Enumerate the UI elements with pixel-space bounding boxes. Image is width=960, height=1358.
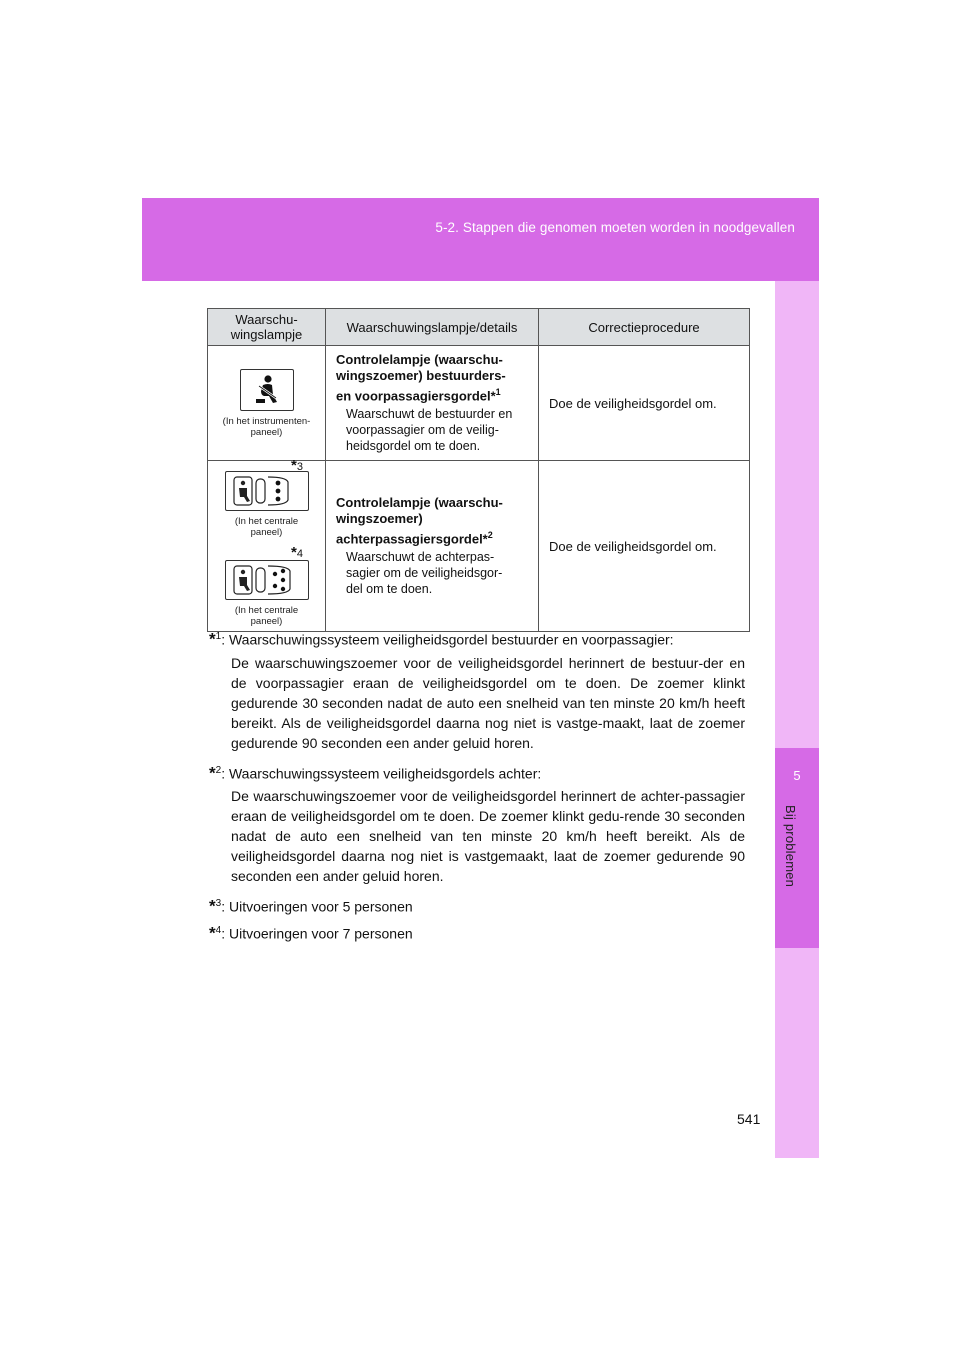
footnote-marker: *3 [291,457,303,475]
lamp-caption: (In het instrumenten- paneel) [222,415,311,438]
lamp-cell [208,346,326,461]
footnote-3-title: *$^3$: Uitvoeringen voor 5 personen [209,896,413,916]
footnote-1-body: De waarschuwingszoemer voor de veiligheidsgordel herinnert de bestuur-der en de voorpassagier eraan de veiligheidsgordel om te doen. De zoemer klinkt gedurende 30 seconden nadat de auto een snelheid van ten minste 20 km/h heeft bereikt. Als de veiligheidsgordel daarna nog niet is vastge-maakt, laat de zoemer gedurende 90 seconden een ander geluid horen. [231,654,745,751]
seatbelt-warning-icon [240,369,294,411]
table-row [208,461,750,632]
column-header-details: Waarschuwingslampje/details [326,309,539,346]
rear-seatbelt-5-seats-icon [225,560,309,600]
footnote-2-title: *$^2$: Waarschuwingssysteem veiligheidsgordels achter: [209,763,542,783]
warning-lamp-table [207,308,750,632]
footnote-4-title: *$^4$: Uitvoeringen voor 7 personen [209,923,413,943]
chapter-number: 5 [793,768,801,783]
lamp-description: Waarschuwt de bestuurder en voorpassagier om de veilig- heidsgordel om te doen. [346,407,513,454]
procedure-cell: Doe de veiligheidsgordel om. [539,461,750,632]
chapter-tab[interactable] [775,748,819,948]
header-band [142,198,819,281]
lamp-name: Controlelampje (waarschu- wingszoemer) achterpassagiersgordel*$^2$ [336,495,503,547]
table-header-row [208,309,750,346]
details-cell [326,461,539,632]
lamp-cell [208,457,326,632]
details-cell [326,346,539,461]
column-header-lamp: Waarschu- wingslampje [208,309,326,346]
rear-seatbelt-3-seats-icon [225,471,309,511]
section-title: 5-2. Stappen die genomen moeten worden in noodgevallen [435,220,795,235]
lamp-caption: (In het centrale paneel) [234,516,299,539]
footnote-2-body: De waarschuwingszoemer voor de veiligheidsgordel herinnert de achter-passagier eraan de veiligheidsgordel om te doen. De zoemer klinkt gedu-rende 30 seconden nadat de auto een snelheid van ten minste 20 km/h heeft bereikt. Als de veiligheidsgordel daarna nog niet is vastgemaakt, laat de zoemer gedurende 90 seconden een ander geluid horen. [231,788,745,885]
lamp-caption: (In het centrale paneel) [234,605,299,628]
side-tab-strip [775,281,819,1158]
lamp-description: Waarschuwt de achterpas- sagier om de veiligheidsgor- del om te doen. [346,550,503,597]
table-row [208,346,750,461]
footnote-marker: *4 [291,544,303,562]
column-header-procedure: Correctieprocedure [539,309,750,346]
chapter-label: Bij problemen [783,805,798,888]
procedure-cell: Doe de veiligheidsgordel om. [539,346,750,461]
lamp-name: Controlelampje (waarschu- wingszoemer) bestuurders- en voorpassagiersgordel*$^1$ [336,352,506,404]
footnotes [209,627,745,944]
footnote-1-title: *$^1$: Waarschuwingssysteem veiligheidsgordel bestuurder en voorpassagier: [209,629,674,649]
page-number: 541 [737,1111,761,1127]
